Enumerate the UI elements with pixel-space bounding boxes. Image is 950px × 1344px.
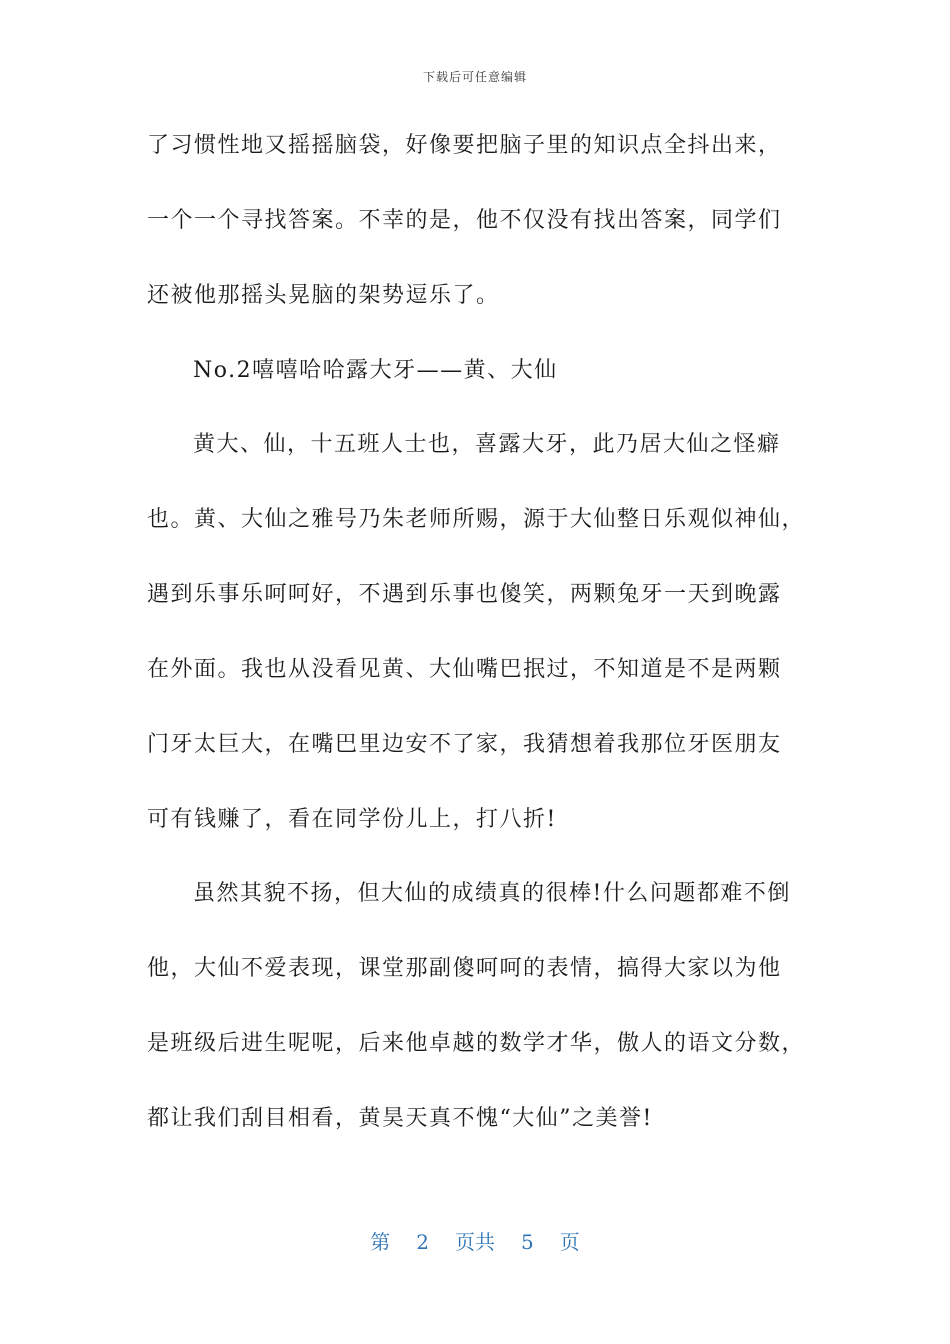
paragraph-line: 一个一个寻找答案。不幸的是，他不仅没有找出答案，同学们 bbox=[147, 208, 782, 233]
paragraph-line: 门牙太巨大，在嘴巴里边安不了家，我猜想着我那位牙医朋友 bbox=[147, 732, 782, 757]
page-footer bbox=[0, 1226, 950, 1255]
paragraph-line: 也。黄、大仙之雅号乃朱老师所赐，源于大仙整日乐观似神仙， bbox=[147, 507, 806, 532]
section-heading: No.2嘻嘻哈哈露大牙——黄、大仙 bbox=[193, 358, 558, 383]
page-label-suffix: 页 bbox=[559, 1230, 580, 1254]
paragraph-line: 他，大仙不爱表现，课堂那副傻呵呵的表情，搞得大家以为他 bbox=[147, 956, 782, 981]
page-label-prefix: 第 bbox=[370, 1230, 391, 1254]
paragraph-line: 是班级后进生呢呢，后来他卓越的数学才华，傲人的语文分数， bbox=[147, 1031, 806, 1056]
total-pages-number: 5 bbox=[521, 1230, 534, 1254]
paragraph-line: 都让我们刮目相看，黄昊天真不愧“大仙”之美誉! bbox=[147, 1106, 653, 1131]
paragraph-line: 在外面。我也从没看见黄、大仙嘴巴抿过，不知道是不是两颗 bbox=[147, 657, 782, 682]
paragraph-line: 了习惯性地又摇摇脑袋，好像要把脑子里的知识点全抖出来， bbox=[147, 133, 782, 158]
page-label-mid: 页共 bbox=[455, 1230, 495, 1254]
paragraph-line: 可有钱赚了，看在同学份儿上，打八折! bbox=[147, 807, 557, 832]
paragraph-line: 还被他那摇头晃脑的架势逗乐了。 bbox=[147, 283, 500, 308]
paragraph-line: 黄大、仙，十五班人士也，喜露大牙，此乃居大仙之怪癖 bbox=[193, 432, 781, 457]
current-page-number: 2 bbox=[416, 1230, 429, 1254]
page-header: 下载后可任意编辑 bbox=[422, 70, 527, 84]
paragraph-line: 遇到乐事乐呵呵好，不遇到乐事也傻笑，两颗兔牙一天到晚露 bbox=[147, 582, 782, 607]
paragraph-line: 虽然其貌不扬，但大仙的成绩真的很棒!什么问题都难不倒 bbox=[193, 881, 791, 906]
